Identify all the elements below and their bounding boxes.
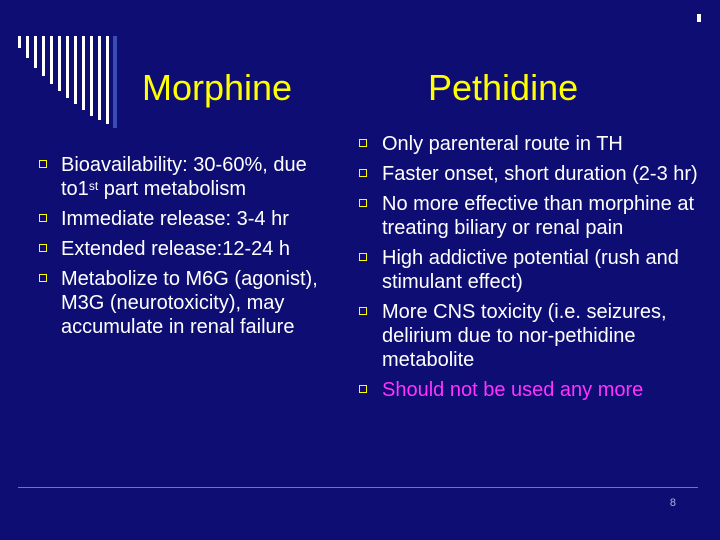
page-number: 8 bbox=[669, 497, 676, 509]
square-bullet-icon bbox=[359, 307, 367, 315]
square-bullet-icon bbox=[39, 214, 47, 222]
list-item: Metabolize to M6G (agonist), M3G (neurotoxicity), may accumulate in renal failure bbox=[38, 267, 338, 339]
list-item-highlighted: Should not be used any more bbox=[357, 378, 702, 402]
square-bullet-icon bbox=[359, 385, 367, 393]
list-item: No more effective than morphine at treating biliary or renal pain bbox=[357, 192, 702, 240]
title-pethidine: Pethidine bbox=[428, 67, 579, 108]
list-item: Faster onset, short duration (2-3 hr) bbox=[357, 162, 702, 186]
list-item: Only parenteral route in TH bbox=[357, 132, 702, 156]
list-item: High addictive potential (rush and stimulant effect) bbox=[357, 246, 702, 294]
list-item: More CNS toxicity (i.e. seizures, delirium due to nor-pethidine metabolite bbox=[357, 300, 702, 372]
list-item: Extended release:12-24 h bbox=[38, 237, 338, 261]
square-bullet-icon bbox=[359, 139, 367, 147]
footer-divider bbox=[18, 487, 698, 488]
square-bullet-icon bbox=[39, 160, 47, 168]
square-bullet-icon bbox=[39, 244, 47, 252]
pethidine-bullet-list bbox=[357, 132, 702, 408]
square-bullet-icon bbox=[39, 274, 47, 282]
list-item: Immediate release: 3-4 hr bbox=[38, 207, 338, 231]
list-item: Bioavailability: 30-60%, due to1st part metabolism bbox=[38, 153, 338, 201]
square-bullet-icon bbox=[359, 169, 367, 177]
decorative-bars bbox=[0, 0, 720, 140]
square-bullet-icon bbox=[359, 253, 367, 261]
title-morphine: Morphine bbox=[142, 67, 293, 108]
morphine-bullet-list bbox=[38, 153, 338, 345]
square-bullet-icon bbox=[359, 199, 367, 207]
